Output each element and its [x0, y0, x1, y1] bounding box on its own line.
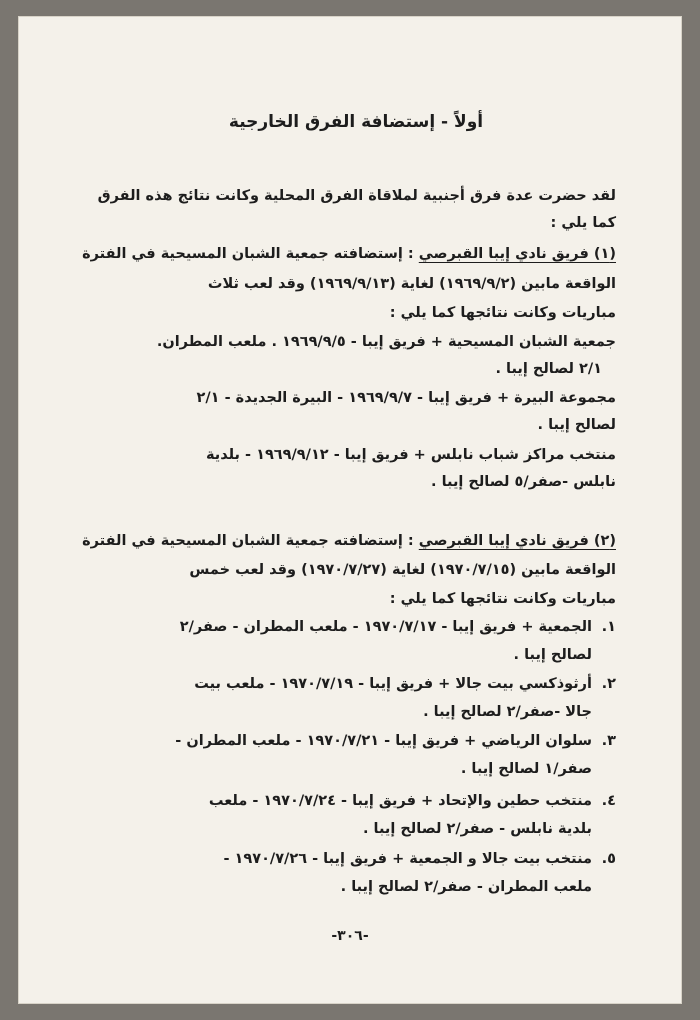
intro-line-1: لقد حضرت عدة فرق أجنبية لملاقاة الفرق المحلية وكانت نتائج هذه الفرق	[97, 188, 616, 204]
list-item	[180, 619, 616, 635]
list-item-continuation: لصالح إيبا .	[513, 647, 592, 663]
list-item	[194, 676, 616, 692]
section1-heading-line	[82, 246, 616, 262]
section2-line: الواقعة مابين (١٩٧٠/٧/١٥) لغاية (١٩٧٠/٧/٢٧) وقد لعب خمس	[189, 562, 616, 578]
intro-line-2: كما يلي :	[550, 215, 616, 231]
section1-heading-rest: : إستضافته جمعية الشبان المسيحية في الفترة	[82, 246, 419, 262]
list-item-text: منتخب حطين والإتحاد + فريق إيبا - ١٩٧٠/٧/٢٤ - ملعب	[208, 793, 592, 809]
list-item-number: ١.	[601, 619, 616, 635]
list-item-text: الجمعية + فريق إيبا - ١٩٧٠/٧/١٧ - ملعب المطران - صفر/٢	[179, 619, 592, 635]
list-item-continuation: ملعب المطران - صفر/٢ لصالح إيبا .	[340, 879, 592, 895]
list-item	[223, 851, 616, 867]
section1-line: الواقعة مابين (١٩٦٩/٩/٢) لغاية (١٩٦٩/٩/١٣) وقد لعب ثلاث	[207, 276, 616, 292]
list-item-text: منتخب بيت جالا و الجمعية + فريق إيبا - ١٩٧٠/٧/٢٦ -	[223, 851, 592, 867]
match-result-line: مجموعة البيرة + فريق إيبا - ١٩٦٩/٩/٧ - البيرة الجديدة - ٢/١	[196, 390, 616, 406]
list-item	[175, 733, 616, 749]
section2-heading: (٢) فريق نادي إيبا القبرصي	[418, 533, 616, 549]
list-item-continuation: جالا -صفر/٢ لصالح إيبا .	[423, 704, 592, 720]
section2-line: مباريات وكانت نتائجها كما يلي :	[389, 591, 616, 607]
match-result-line: نابلس -صفر/٥ لصالح إيبا .	[431, 474, 616, 490]
list-item-continuation: صفر/١ لصالح إيبا .	[460, 761, 592, 777]
match-result-line: جمعية الشبان المسيحية + فريق إيبا - ١٩٦٩/٩/٥ . ملعب المطران.	[156, 334, 616, 350]
document-page	[18, 16, 682, 1004]
list-item-number: ٢.	[601, 676, 616, 692]
section1-heading: (١) فريق نادي إيبا القبرصي	[418, 246, 616, 262]
list-item	[209, 793, 616, 809]
section1-line: مباريات وكانت نتائجها كما يلي :	[389, 305, 616, 321]
match-result-line: منتخب مراكز شباب نابلس + فريق إيبا - ١٩٦٩/٩/١٢ - بلدية	[206, 447, 616, 463]
match-result-line: لصالح إيبا .	[537, 417, 616, 433]
list-item-number: ٣.	[601, 733, 616, 749]
page-title: أولاً - إستضافة الفرق الخارجية	[228, 112, 484, 132]
section2-heading-rest: : إستضافته جمعية الشبان المسيحية في الفترة	[82, 533, 419, 549]
list-item-text: سلوان الرياضي + فريق إيبا - ١٩٧٠/٧/٢١ - ملعب المطران -	[175, 733, 592, 749]
section2-heading-line	[82, 533, 616, 549]
list-item-continuation: بلدية نابلس - صفر/٢ لصالح إيبا .	[362, 821, 592, 837]
match-result-line: ٢/١ لصالح إيبا .	[495, 361, 602, 377]
list-item-number: ٥.	[601, 851, 616, 867]
list-item-text: أرثوذكسي بيت جالا + فريق إيبا - ١٩٧٠/٧/١٩ - ملعب بيت	[194, 676, 592, 692]
page-number: -٣٠٦-	[331, 928, 369, 944]
list-item-number: ٤.	[601, 793, 616, 809]
